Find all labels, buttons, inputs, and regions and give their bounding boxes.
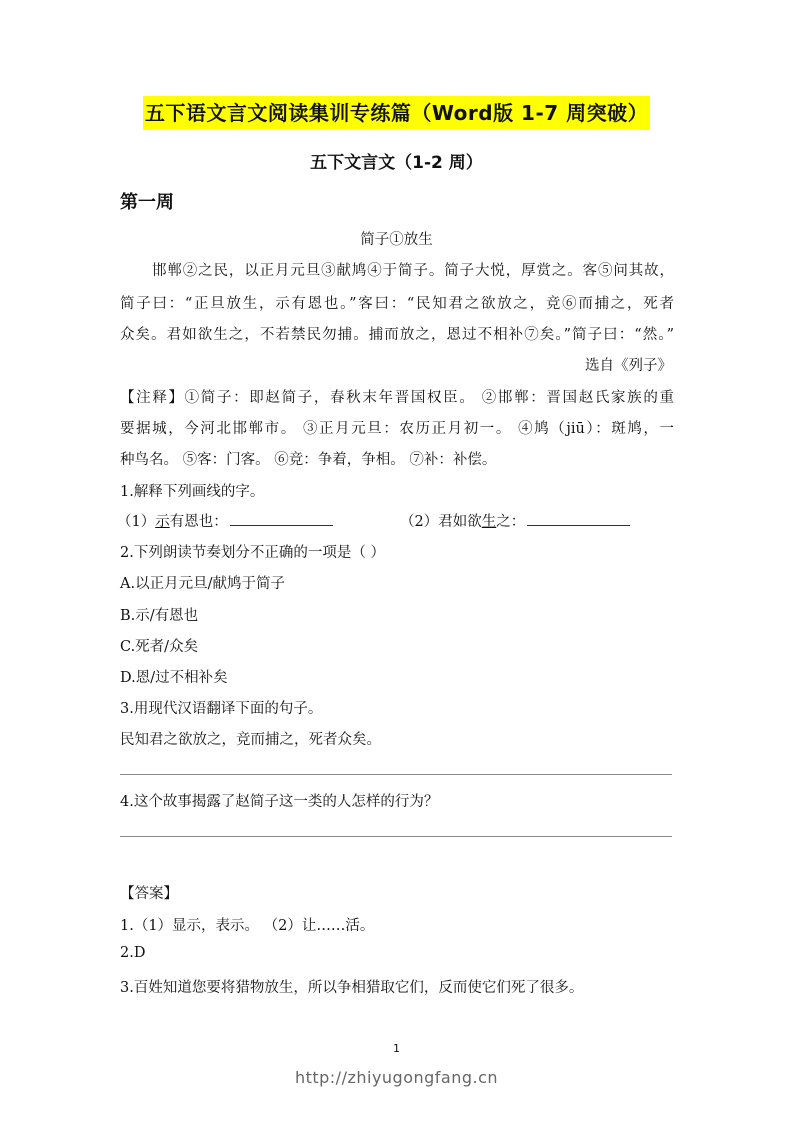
question-2-option-a: A.以正月元旦/献鸠于简子 [120, 576, 285, 592]
document-title: 五下语文言文阅读集训专练篇（Word版 1-7 周突破） [143, 96, 650, 130]
question-3: 3.用现代汉语翻译下面的句子。 [120, 701, 323, 717]
passage-line-1: 邯郸②之民，以正月元旦③献鸠④于简子。简子大悦，厚赏之。客⑤问其故， [152, 263, 674, 279]
passage-source: 选自《列子》 [585, 358, 672, 374]
question-3-sentence: 民知君之欲放之，竞而捕之，死者众矣。 [120, 732, 381, 748]
q1a-prefix: （1） [117, 514, 156, 530]
q1b-underlined-word: 生 [481, 514, 497, 530]
answer-3: 3.百姓知道您要将猎物放生，所以争相猎取它们，反而使它们死了很多。 [120, 980, 584, 996]
document-title-wrapper [0, 96, 793, 130]
question-1-part-b [400, 510, 630, 531]
passage-line-3: 众矣。君如欲生之，不若禁民勿捕。捕而放之，恩过不相补⑦矣。”简子曰：“然。” [120, 327, 674, 343]
page-number: 1 [393, 1042, 400, 1055]
q1b-answer-blank[interactable] [527, 524, 630, 526]
answer-line-q3[interactable] [120, 774, 672, 775]
week-heading: 第一周 [120, 192, 174, 213]
q1a-answer-blank[interactable] [230, 524, 333, 526]
watermark-url: http://zhiyugongfang.cn [294, 1068, 499, 1087]
notes-line-3: 种鸟名。 ⑤客：门客。 ⑥竞：争着，争相。 ⑦补：补偿。 [120, 452, 497, 468]
notes-line-1: 【注释】①简子：即赵简子，春秋末年晋国权臣。 ②邯郸：晋国赵氏家族的重 [120, 390, 674, 406]
document-subtitle: 五下文言文（1-2 周） [310, 153, 483, 173]
q1a-suffix: 有恩也： [169, 514, 228, 530]
answers-heading: 【答案】 [120, 886, 178, 902]
question-2-option-d: D.恩/过不相补矣 [120, 670, 228, 686]
question-2: 2.下列朗读节奏划分不正确的一项是（ ） [120, 545, 385, 561]
question-1: 1.解释下列画线的字。 [120, 484, 265, 500]
answer-1: 1.（1）显示，表示。 （2）让……活。 [120, 918, 375, 934]
q1a-underlined-word: 示 [155, 514, 170, 530]
question-2-option-b: B.示/有恩也 [120, 608, 199, 624]
passage-title: 简子①放生 [360, 232, 433, 248]
q1b-suffix: 之： [496, 514, 526, 530]
passage-line-2: 简子曰：“正旦放生，示有恩也。”客曰：“民知君之欲放之，竞⑥而捕之，死者 [120, 296, 674, 312]
answer-2: 2.D [120, 945, 146, 961]
q1b-prefix: （2）君如欲 [400, 514, 482, 530]
notes-line-2: 要据城，今河北邯郸市。 ③正月元旦：农历正月初一。 ④鸠（jiū）：斑鸠，一 [120, 421, 674, 437]
question-4: 4.这个故事揭露了赵简子这一类的人怎样的行为？ [120, 794, 439, 810]
answer-line-q4[interactable] [120, 836, 672, 837]
question-2-option-c: C.死者/众矣 [120, 639, 199, 655]
question-1-part-a [117, 510, 333, 531]
